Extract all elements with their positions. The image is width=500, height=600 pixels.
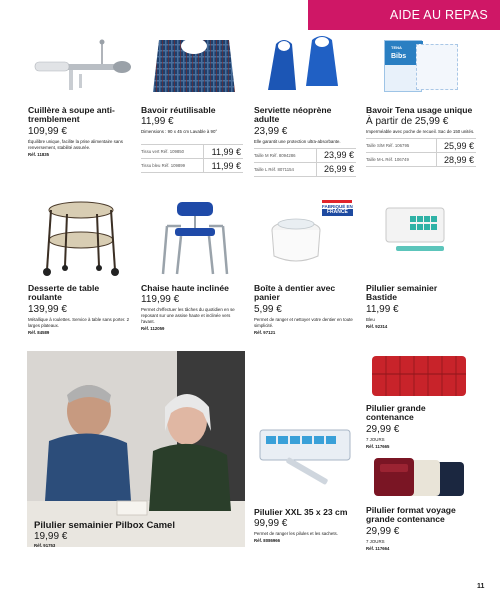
- product-image-chair: [141, 194, 247, 278]
- product-description: Permet de ranger les pilules et les sachets.: [254, 531, 338, 537]
- weekly-pill-organizer-icon: [366, 194, 472, 278]
- product-image-tena: [366, 32, 472, 100]
- product-price: 23,99 €: [254, 125, 288, 137]
- product-description: Permet d'effectuer les tâches du quotidien en se reposant sur une assise haute et inclinée vers l'avant.: [141, 307, 235, 325]
- product-image-spoon: [27, 32, 135, 100]
- product-description: Imperméable avec poche de recueil. Sac de 150 unités.: [366, 129, 475, 135]
- product-description: Équilibre unique, facilite la prise alimentaire sans renversement, stabilité assurée.: [28, 138, 123, 150]
- xxl-pill-organizer-icon: [254, 418, 360, 506]
- product-description: Permet de ranger et nettoyer votre dentier en toute simplicité.: [254, 316, 353, 328]
- bib-sheet: [416, 44, 458, 90]
- variant-row: Taille M-L Réf. 106749 28,99 €: [366, 154, 474, 165]
- section-banner: [308, 0, 500, 30]
- product-image-pill-xxl: [254, 418, 360, 506]
- product-price: 139,99 €: [28, 303, 67, 315]
- product-price: 11,99 €: [366, 303, 399, 315]
- product-name: Pilulier format voyage grande contenance: [366, 505, 456, 525]
- product-name: Bavoir Tena usage unique: [366, 105, 473, 115]
- product-price: 99,99 €: [254, 518, 288, 530]
- product-price: 11,99 €: [141, 116, 174, 128]
- product-price: À partir de 25,99 €: [366, 116, 449, 128]
- anti-tremor-spoon-icon: [27, 32, 135, 100]
- variant-row: Taille M Réf. 8094286 23,99 €: [254, 150, 354, 161]
- variant-row: Taille L Réf. 8071154 26,99 €: [254, 164, 354, 175]
- product-image-neoprene: [254, 32, 360, 100]
- product-image-pill-large: [366, 350, 472, 402]
- product-price: 19,99 €: [34, 531, 68, 543]
- product-name: Boîte à dentier avec panier: [254, 283, 336, 303]
- product-name: Serviette néoprène adulte: [254, 105, 332, 125]
- plaid-bib-icon: [141, 32, 247, 100]
- variant-row: Taille S/M Réf. 106795 25,99 €: [366, 140, 474, 151]
- variant-table: [141, 144, 243, 173]
- made-in-france-badge: [322, 200, 353, 216]
- product-price: 29,99 €: [366, 423, 400, 435]
- product-image-pill-bastide: [366, 194, 472, 278]
- product-ref: Réf. 92314: [366, 323, 388, 329]
- product-image-pill-travel: [366, 452, 472, 502]
- product-name: Chaise haute inclinée: [141, 283, 229, 293]
- photo-caption: [34, 521, 175, 548]
- variant-table: [366, 138, 476, 167]
- product-name: Cuillère à soupe anti-tremblement: [28, 105, 115, 125]
- product-name: Pilulier grande contenance: [366, 403, 426, 423]
- variant-row: Tissu bleu Réf. 109899 11,99 €: [141, 160, 241, 171]
- product-image-trolley: [27, 194, 135, 278]
- product-description: Elle garantit une protection ultra-absorbante.: [254, 138, 341, 144]
- section-title: AIDE AU REPAS: [389, 8, 488, 22]
- product-name: Pilulier semainier Bastide: [366, 283, 438, 303]
- product-name: Desserte de table roulante: [28, 283, 100, 303]
- product-ref: Réf. 8086966: [254, 538, 281, 544]
- product-price: 29,99 €: [366, 525, 400, 537]
- lifestyle-photo: [27, 351, 245, 547]
- product-description: Bleu: [366, 316, 375, 322]
- page-number: 11: [477, 583, 485, 590]
- high-stool-icon: [141, 194, 247, 278]
- variant-row: Tissu vert Réf. 109850 11,99 €: [141, 146, 241, 157]
- made-in-france-bottom: FRANCE: [322, 209, 353, 216]
- travel-pill-cases-icon: [366, 452, 472, 502]
- product-ref: Réf. 97121: [254, 329, 276, 335]
- product-description: 7 JOURS: [366, 538, 385, 544]
- red-pill-case-icon: [366, 350, 472, 402]
- product-name: Pilulier XXL 35 x 23 cm: [254, 507, 348, 517]
- product-price: 5,99 €: [254, 303, 282, 315]
- seniors-at-table-photo: [27, 351, 245, 547]
- product-price: 119,99 €: [141, 294, 180, 306]
- serving-trolley-icon: [27, 194, 135, 278]
- product-description: Métallique à roulettes. Service à table sans porter. 2 larges plateaux.: [28, 316, 130, 328]
- product-ref: Réf. 84589: [28, 329, 50, 335]
- product-image-bib: [141, 32, 247, 100]
- tena-logo: TENA: [391, 45, 402, 50]
- product-ref: Réf. 11835: [28, 151, 50, 157]
- product-name: Pilulier semainier Pilbox Camel: [34, 520, 175, 531]
- variant-table: [254, 148, 356, 177]
- product-price: 109,99 €: [28, 125, 67, 137]
- neoprene-bib-icon: [254, 32, 360, 100]
- product-ref: Réf. 117665: [366, 443, 390, 449]
- product-description: 7 JOURS: [366, 436, 385, 442]
- product-name: Bavoir réutilisable: [141, 105, 216, 115]
- made-in-france-top: FABRIQUÉ EN: [322, 204, 353, 209]
- product-ref: Réf. 117664: [366, 545, 390, 551]
- tena-product-label: Bibs: [391, 53, 407, 60]
- product-ref: Réf. 112059: [141, 326, 165, 332]
- product-ref: Réf. 91753: [34, 543, 56, 549]
- product-description: Dimensions : 90 x 45 cm Lavable à 90°: [141, 129, 218, 135]
